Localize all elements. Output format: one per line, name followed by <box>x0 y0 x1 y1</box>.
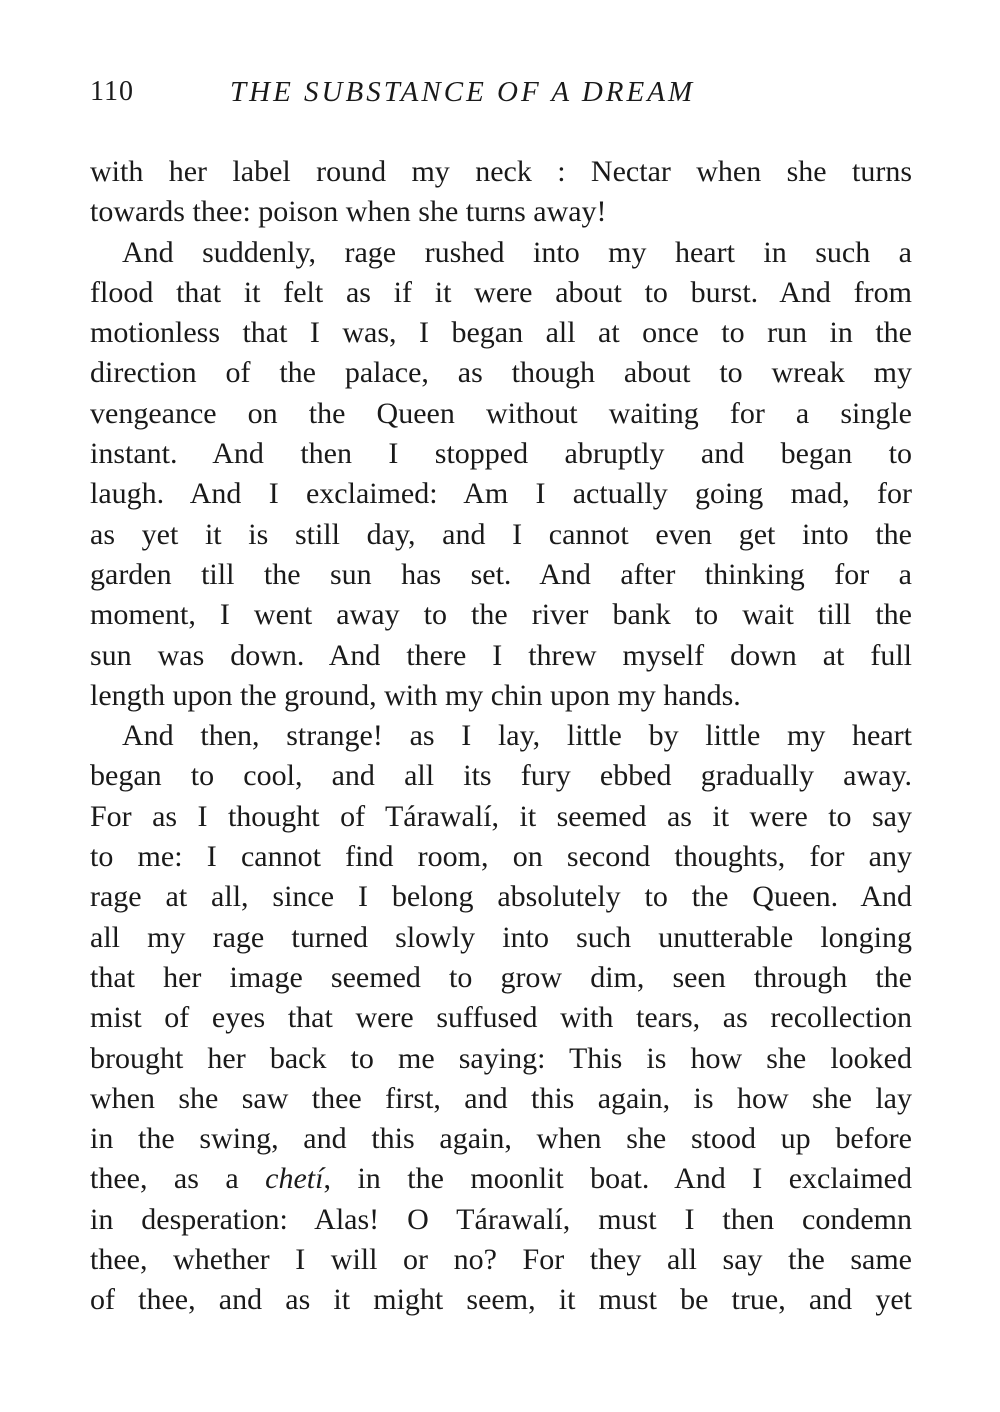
text-line: direction of the palace, as though about to wreak my <box>90 356 912 390</box>
text-line: when she saw thee first, and this again, is how she lay <box>90 1081 912 1115</box>
text-line: And then, strange! as I lay, little by little my heart <box>122 719 912 753</box>
text-line: For as I thought of Tárawalí, it seemed as it were to say <box>90 799 912 833</box>
text-line: garden till the sun has set. And after thinking for a <box>90 557 912 591</box>
text-line: And suddenly, rage rushed into my heart in such a <box>122 235 912 269</box>
text-line: thee, whether I will or no? For they all say the same <box>90 1243 912 1277</box>
text-line: thee, as a chetí, in the moonlit boat. And I exclaimed <box>90 1162 912 1196</box>
text-line: instant. And then I stopped abruptly and began to <box>90 437 912 471</box>
text-line: as yet it is still day, and I cannot even get into the <box>90 517 912 551</box>
text-line: flood that it felt as if it were about to burst. And from <box>90 275 912 309</box>
text-line: that her image seemed to grow dim, seen through the <box>90 960 912 994</box>
text-line: towards thee: poison when she turns away! <box>90 195 607 229</box>
text-line: in desperation: Alas! O Tárawalí, must I then condemn <box>90 1202 912 1236</box>
text-line: mist of eyes that were suffused with tears, as recollection <box>90 1001 912 1035</box>
running-title: THE SUBSTANCE OF A DREAM <box>230 76 696 108</box>
page-number: 110 <box>90 76 134 107</box>
text-line: vengeance on the Queen without waiting for a single <box>90 396 912 430</box>
text-line: began to cool, and all its fury ebbed gradually away. <box>90 759 912 793</box>
italic-word: chetí <box>265 1162 324 1196</box>
text-line: laugh. And I exclaimed: Am I actually going mad, for <box>90 477 912 511</box>
text-line: in the swing, and this again, when she stood up before <box>90 1122 912 1156</box>
text-line: brought her back to me saying: This is how she looked <box>90 1041 912 1075</box>
text-line: motionless that I was, I began all at once to run in the <box>90 316 912 350</box>
body-text <box>90 152 912 1321</box>
text-line: rage at all, since I belong absolutely to the Queen. And <box>90 880 912 914</box>
text-line: length upon the ground, with my chin upon my hands. <box>90 678 741 712</box>
text-line: of thee, and as it might seem, it must be true, and yet <box>90 1283 912 1317</box>
running-head <box>90 76 920 116</box>
text-line: moment, I went away to the river bank to wait till the <box>90 598 912 632</box>
text-line: all my rage turned slowly into such unutterable longing <box>90 920 912 954</box>
text-line: sun was down. And there I threw myself down at full <box>90 638 912 672</box>
text-line: with her label round my neck : Nectar when she turns <box>90 155 912 188</box>
text-line: to me: I cannot find room, on second thoughts, for any <box>90 840 912 874</box>
